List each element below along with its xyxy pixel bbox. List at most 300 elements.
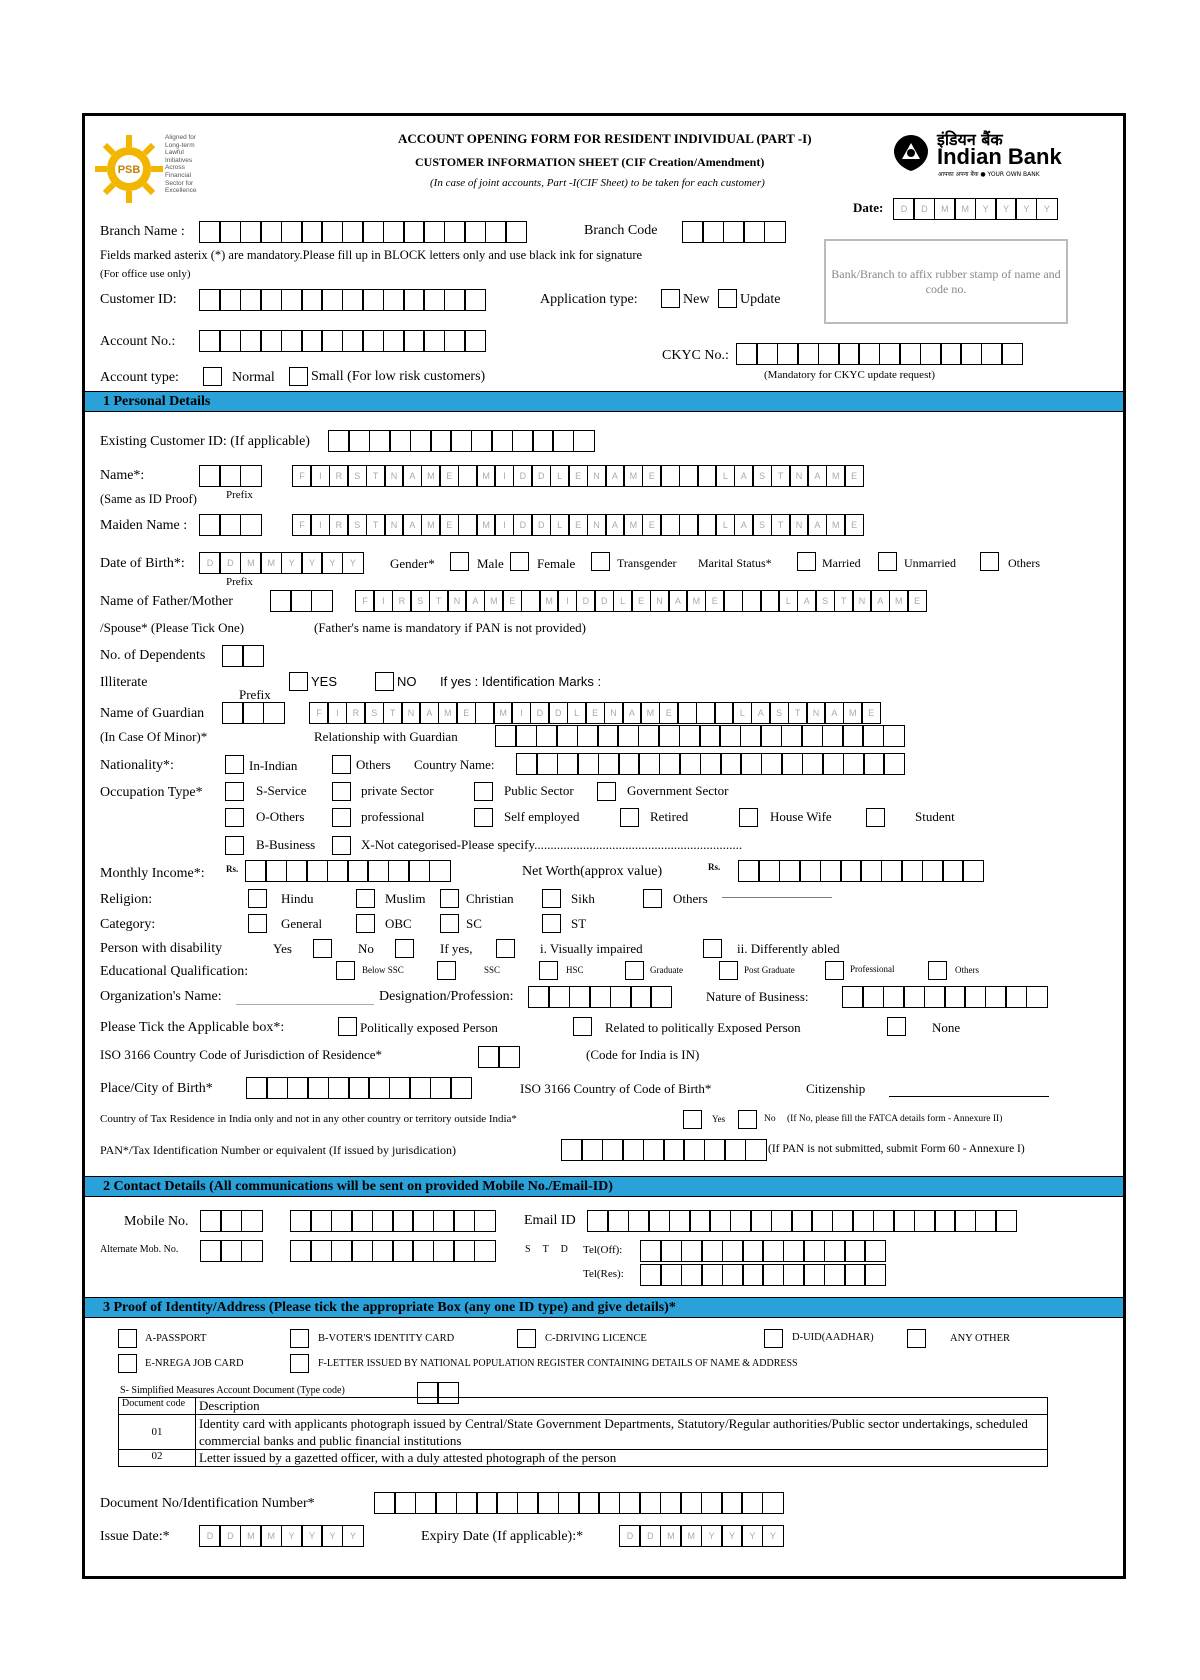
entry-box[interactable] <box>842 725 864 747</box>
entry-box[interactable] <box>367 860 389 882</box>
entry-box[interactable] <box>758 860 780 882</box>
hindu-checkbox[interactable] <box>248 889 267 908</box>
entry-box[interactable]: M <box>476 514 496 536</box>
entry-box[interactable] <box>643 1139 665 1161</box>
entry-box[interactable] <box>844 1264 866 1286</box>
entry-box[interactable] <box>680 1492 702 1514</box>
entry-box[interactable]: T <box>429 590 449 612</box>
entry-box[interactable] <box>331 1210 353 1232</box>
entry-box[interactable] <box>199 289 221 311</box>
entry-box[interactable] <box>618 753 640 775</box>
entry-box[interactable] <box>458 465 478 487</box>
entry-box[interactable] <box>474 1210 496 1232</box>
entry-box[interactable] <box>240 221 262 243</box>
entry-box[interactable] <box>290 1210 312 1232</box>
entry-box[interactable] <box>362 289 384 311</box>
entry-box[interactable]: S <box>752 465 772 487</box>
entry-box[interactable] <box>879 343 901 365</box>
entry-box[interactable] <box>842 986 864 1008</box>
entry-box[interactable] <box>589 986 611 1008</box>
entry-box[interactable] <box>677 702 697 724</box>
disability-yes-checkbox[interactable] <box>313 939 332 958</box>
occ-others-checkbox[interactable] <box>225 808 244 827</box>
entry-box[interactable] <box>610 986 632 1008</box>
sikh-checkbox[interactable] <box>542 889 561 908</box>
entry-box[interactable] <box>403 221 425 243</box>
entry-box[interactable]: A <box>870 590 890 612</box>
entry-box[interactable] <box>803 1240 825 1262</box>
entry-box[interactable] <box>679 725 701 747</box>
entry-box[interactable]: E <box>844 465 864 487</box>
entry-box[interactable] <box>701 1264 723 1286</box>
entry-box[interactable]: M <box>826 514 846 536</box>
entry-box[interactable] <box>242 702 264 724</box>
occ-self-employed-checkbox[interactable] <box>474 808 493 827</box>
entry-box[interactable]: T <box>366 514 386 536</box>
entry-box[interactable] <box>240 289 262 311</box>
entry-box[interactable] <box>536 753 558 775</box>
occ-business-checkbox[interactable] <box>225 836 244 855</box>
entry-box[interactable] <box>617 725 639 747</box>
entry-box[interactable] <box>783 1264 805 1286</box>
entry-box[interactable]: F <box>355 590 375 612</box>
entry-box[interactable] <box>577 725 599 747</box>
guardian-name-boxes[interactable] <box>309 702 880 724</box>
entry-box[interactable] <box>873 1210 895 1232</box>
entry-box[interactable]: E <box>907 590 927 612</box>
entry-box[interactable] <box>724 1139 746 1161</box>
entry-box[interactable]: M <box>539 590 559 612</box>
entry-box[interactable] <box>883 753 905 775</box>
entry-box[interactable]: T <box>366 465 386 487</box>
married-checkbox[interactable] <box>797 552 816 571</box>
entry-box[interactable] <box>388 860 410 882</box>
entry-box[interactable] <box>260 330 282 352</box>
entry-box[interactable]: E <box>439 465 459 487</box>
entry-box[interactable] <box>762 1492 784 1514</box>
entry-box[interactable]: M <box>680 1525 702 1547</box>
entry-box[interactable] <box>797 343 819 365</box>
entry-box[interactable] <box>362 221 384 243</box>
related-pep-checkbox[interactable] <box>573 1017 592 1036</box>
entry-box[interactable]: M <box>686 590 706 612</box>
marital-others-checkbox[interactable] <box>980 552 999 571</box>
entry-box[interactable] <box>220 1210 242 1232</box>
entry-box[interactable]: N <box>789 514 809 536</box>
entry-box[interactable] <box>453 1210 475 1232</box>
religion-others-checkbox[interactable] <box>643 889 662 908</box>
entry-box[interactable] <box>730 1210 752 1232</box>
entry-box[interactable] <box>843 753 865 775</box>
entry-box[interactable] <box>995 1210 1017 1232</box>
pep-checkbox[interactable] <box>338 1017 357 1036</box>
voter-id-checkbox[interactable] <box>290 1329 309 1348</box>
entry-box[interactable] <box>791 1210 813 1232</box>
entry-box[interactable] <box>701 1492 723 1514</box>
entry-box[interactable]: M <box>240 552 262 574</box>
name-boxes[interactable] <box>292 465 863 487</box>
entry-box[interactable] <box>199 330 221 352</box>
entry-box[interactable] <box>962 860 984 882</box>
entry-box[interactable]: R <box>329 465 349 487</box>
relationship-boxes[interactable] <box>495 725 903 747</box>
entry-box[interactable] <box>403 289 425 311</box>
customer-id-boxes[interactable] <box>199 289 485 311</box>
entry-box[interactable]: I <box>494 514 514 536</box>
entry-box[interactable] <box>742 1264 764 1286</box>
citizenship-line[interactable] <box>889 1096 1049 1097</box>
email-boxes[interactable] <box>587 1210 1016 1232</box>
entry-box[interactable]: D <box>531 514 551 536</box>
entry-box[interactable] <box>820 860 842 882</box>
entry-box[interactable] <box>803 1264 825 1286</box>
entry-box[interactable]: D <box>576 590 596 612</box>
entry-box[interactable] <box>818 343 840 365</box>
new-checkbox[interactable] <box>661 289 680 308</box>
ckyc-boxes[interactable] <box>736 343 1022 365</box>
entry-box[interactable]: S <box>347 514 367 536</box>
entry-box[interactable] <box>940 343 962 365</box>
entry-box[interactable] <box>532 430 554 452</box>
entry-box[interactable] <box>240 514 262 536</box>
entry-box[interactable] <box>383 289 405 311</box>
entry-box[interactable]: I <box>557 590 577 612</box>
entry-box[interactable]: A <box>402 514 422 536</box>
entry-box[interactable]: D <box>199 1525 221 1547</box>
entry-box[interactable] <box>450 1077 472 1099</box>
entry-box[interactable]: A <box>734 465 754 487</box>
nrega-checkbox[interactable] <box>118 1354 137 1373</box>
entry-box[interactable] <box>689 1210 711 1232</box>
entry-box[interactable]: T <box>383 702 403 724</box>
entry-box[interactable] <box>505 221 527 243</box>
entry-box[interactable] <box>681 1240 703 1262</box>
entry-box[interactable] <box>883 986 905 1008</box>
normal-checkbox[interactable] <box>203 367 222 386</box>
entry-box[interactable] <box>683 1139 705 1161</box>
entry-box[interactable] <box>301 289 323 311</box>
organization-line[interactable] <box>236 1004 374 1005</box>
entry-box[interactable] <box>240 330 262 352</box>
occ-housewife-checkbox[interactable] <box>739 808 758 827</box>
entry-box[interactable] <box>903 986 925 1008</box>
entry-box[interactable] <box>222 702 244 724</box>
entry-box[interactable] <box>433 1210 455 1232</box>
entry-box[interactable] <box>290 590 312 612</box>
tax-yes-checkbox[interactable] <box>683 1110 702 1129</box>
alt-mobile-code-boxes[interactable] <box>200 1240 261 1262</box>
passport-checkbox[interactable] <box>118 1329 137 1348</box>
entry-box[interactable]: E <box>631 590 651 612</box>
entry-box[interactable]: N <box>806 702 826 724</box>
disability-no-checkbox[interactable] <box>395 939 414 958</box>
entry-box[interactable] <box>862 986 884 1008</box>
entry-box[interactable] <box>750 1210 772 1232</box>
entry-box[interactable] <box>270 590 292 612</box>
graduate-checkbox[interactable] <box>625 961 644 980</box>
entry-box[interactable] <box>321 289 343 311</box>
entry-box[interactable] <box>598 1492 620 1514</box>
update-checkbox[interactable] <box>718 289 737 308</box>
branch-name-boxes[interactable] <box>199 221 526 243</box>
entry-box[interactable]: D <box>531 465 551 487</box>
entry-box[interactable] <box>619 1492 641 1514</box>
entry-box[interactable]: L <box>613 590 633 612</box>
entry-box[interactable] <box>557 753 579 775</box>
entry-box[interactable]: A <box>734 514 754 536</box>
entry-box[interactable]: M <box>421 514 441 536</box>
entry-box[interactable] <box>893 1210 915 1232</box>
occ-private-checkbox[interactable] <box>332 782 351 801</box>
general-checkbox[interactable] <box>248 914 267 933</box>
entry-box[interactable] <box>640 1264 662 1286</box>
entry-box[interactable] <box>287 1077 309 1099</box>
entry-box[interactable]: S <box>769 702 789 724</box>
entry-box[interactable] <box>537 1492 559 1514</box>
branch-code-boxes[interactable] <box>682 221 784 243</box>
entry-box[interactable] <box>328 430 350 452</box>
entry-box[interactable]: M <box>493 702 513 724</box>
entry-box[interactable] <box>548 986 570 1008</box>
entry-box[interactable]: E <box>568 465 588 487</box>
entry-box[interactable]: E <box>659 702 679 724</box>
entry-box[interactable] <box>864 1264 886 1286</box>
entry-box[interactable] <box>681 1264 703 1286</box>
entry-box[interactable] <box>630 986 652 1008</box>
occ-student-checkbox[interactable] <box>866 808 885 827</box>
obc-checkbox[interactable] <box>356 914 375 933</box>
entry-box[interactable] <box>607 1210 629 1232</box>
entry-box[interactable] <box>781 725 803 747</box>
entry-box[interactable] <box>558 1492 580 1514</box>
entry-box[interactable]: E <box>439 514 459 536</box>
entry-box[interactable] <box>412 1240 434 1262</box>
entry-box[interactable]: M <box>640 702 660 724</box>
unmarried-checkbox[interactable] <box>878 552 897 571</box>
entry-box[interactable] <box>722 1264 744 1286</box>
entry-box[interactable] <box>764 221 786 243</box>
account-no-boxes[interactable] <box>199 330 485 352</box>
entry-box[interactable] <box>351 1240 373 1262</box>
entry-box[interactable]: Y <box>701 1525 723 1547</box>
entry-box[interactable]: R <box>346 702 366 724</box>
entry-box[interactable]: L <box>550 465 570 487</box>
st-checkbox[interactable] <box>542 914 561 933</box>
entry-box[interactable]: A <box>807 465 827 487</box>
entry-box[interactable]: E <box>642 514 662 536</box>
entry-box[interactable] <box>408 860 430 882</box>
entry-box[interactable]: T <box>771 465 791 487</box>
entry-box[interactable]: D <box>513 465 533 487</box>
entry-box[interactable] <box>696 702 716 724</box>
entry-box[interactable] <box>720 753 742 775</box>
entry-box[interactable] <box>552 430 574 452</box>
entry-box[interactable] <box>960 343 982 365</box>
entry-box[interactable] <box>475 702 495 724</box>
entry-box[interactable]: R <box>392 590 412 612</box>
entry-box[interactable] <box>679 514 699 536</box>
any-other-checkbox[interactable] <box>907 1329 926 1348</box>
entry-box[interactable] <box>697 514 717 536</box>
entry-box[interactable] <box>832 1210 854 1232</box>
entry-box[interactable] <box>844 1240 866 1262</box>
entry-box[interactable] <box>756 343 778 365</box>
entry-box[interactable]: E <box>568 514 588 536</box>
entry-box[interactable]: M <box>843 702 863 724</box>
entry-box[interactable] <box>660 1492 682 1514</box>
entry-box[interactable]: A <box>402 465 422 487</box>
entry-box[interactable] <box>985 986 1007 1008</box>
entry-box[interactable] <box>412 1210 434 1232</box>
entry-box[interactable]: M <box>484 590 504 612</box>
entry-box[interactable] <box>723 221 745 243</box>
entry-box[interactable] <box>311 590 333 612</box>
entry-box[interactable] <box>924 986 946 1008</box>
entry-box[interactable] <box>1001 343 1023 365</box>
nature-business-boxes[interactable] <box>842 986 1046 1008</box>
entry-box[interactable] <box>310 1210 332 1232</box>
entry-box[interactable] <box>281 289 303 311</box>
entry-box[interactable] <box>822 725 844 747</box>
entry-box[interactable] <box>423 221 445 243</box>
entry-box[interactable] <box>783 1240 805 1262</box>
entry-box[interactable] <box>478 1046 500 1068</box>
entry-box[interactable] <box>762 1264 784 1286</box>
occ-retired-checkbox[interactable] <box>620 808 639 827</box>
entry-box[interactable] <box>801 725 823 747</box>
entry-box[interactable] <box>281 330 303 352</box>
entry-box[interactable]: Y <box>321 552 343 574</box>
entry-box[interactable] <box>1005 986 1027 1008</box>
entry-box[interactable] <box>476 1492 498 1514</box>
entry-box[interactable] <box>458 514 478 536</box>
tel-off-boxes[interactable] <box>640 1240 885 1262</box>
entry-box[interactable] <box>219 221 241 243</box>
entry-box[interactable]: A <box>605 514 625 536</box>
entry-box[interactable]: M <box>889 590 909 612</box>
entry-box[interactable] <box>663 1139 685 1161</box>
entry-box[interactable] <box>200 1210 222 1232</box>
entry-box[interactable] <box>658 725 680 747</box>
entry-box[interactable]: T <box>771 514 791 536</box>
document-no-boxes[interactable] <box>374 1492 782 1514</box>
entry-box[interactable] <box>701 1240 723 1262</box>
entry-box[interactable] <box>521 590 541 612</box>
entry-box[interactable] <box>351 1210 373 1232</box>
entry-box[interactable] <box>435 1492 457 1514</box>
entry-box[interactable]: M <box>421 465 441 487</box>
entry-box[interactable]: E <box>456 702 476 724</box>
entry-box[interactable] <box>347 860 369 882</box>
male-checkbox[interactable] <box>450 552 469 571</box>
entry-box[interactable] <box>802 753 824 775</box>
entry-box[interactable]: D <box>219 1525 241 1547</box>
entry-box[interactable]: M <box>260 552 282 574</box>
below-ssc-checkbox[interactable] <box>336 961 355 980</box>
entry-box[interactable]: D <box>513 514 533 536</box>
entry-box[interactable]: E <box>844 514 864 536</box>
entry-box[interactable] <box>777 343 799 365</box>
entry-box[interactable] <box>409 1077 431 1099</box>
entry-box[interactable] <box>474 1240 496 1262</box>
entry-box[interactable] <box>899 343 921 365</box>
entry-box[interactable]: Y <box>721 1525 743 1547</box>
entry-box[interactable] <box>881 860 903 882</box>
entry-box[interactable]: Y <box>762 1525 784 1547</box>
entry-box[interactable] <box>464 221 486 243</box>
entry-box[interactable] <box>577 753 599 775</box>
entry-box[interactable] <box>640 1240 662 1262</box>
entry-box[interactable]: A <box>622 702 642 724</box>
entry-box[interactable]: I <box>373 590 393 612</box>
entry-box[interactable] <box>840 860 862 882</box>
entry-box[interactable]: Y <box>321 1525 343 1547</box>
entry-box[interactable] <box>863 753 885 775</box>
entry-box[interactable] <box>290 1240 312 1262</box>
entry-box[interactable] <box>669 1210 691 1232</box>
entry-box[interactable]: F <box>309 702 329 724</box>
illiterate-no-checkbox[interactable] <box>375 672 394 691</box>
entry-box[interactable]: S <box>410 590 430 612</box>
entry-box[interactable]: M <box>476 465 496 487</box>
entry-box[interactable]: N <box>587 465 607 487</box>
entry-box[interactable] <box>914 1210 936 1232</box>
entry-box[interactable] <box>964 986 986 1008</box>
entry-box[interactable] <box>922 860 944 882</box>
entry-box[interactable] <box>638 753 660 775</box>
entry-box[interactable] <box>942 860 964 882</box>
entry-box[interactable] <box>286 860 308 882</box>
name-prefix-boxes[interactable] <box>199 465 260 487</box>
entry-box[interactable] <box>660 514 680 536</box>
maiden-name-boxes[interactable] <box>292 514 863 536</box>
entry-box[interactable] <box>822 753 844 775</box>
occ-public-checkbox[interactable] <box>474 782 493 801</box>
entry-box[interactable] <box>453 1240 475 1262</box>
entry-box[interactable] <box>242 645 264 667</box>
entry-box[interactable]: M <box>660 1525 682 1547</box>
entry-box[interactable] <box>219 330 241 352</box>
entry-box[interactable] <box>456 1492 478 1514</box>
entry-box[interactable] <box>241 1210 263 1232</box>
entry-box[interactable]: N <box>789 465 809 487</box>
entry-box[interactable] <box>423 289 445 311</box>
entry-box[interactable] <box>485 221 507 243</box>
entry-box[interactable]: N <box>604 702 624 724</box>
aadhar-checkbox[interactable] <box>764 1329 783 1348</box>
entry-box[interactable]: S <box>347 465 367 487</box>
entry-box[interactable] <box>220 1240 242 1262</box>
entry-box[interactable] <box>709 1210 731 1232</box>
entry-box[interactable]: A <box>807 514 827 536</box>
entry-box[interactable]: N <box>447 590 467 612</box>
entry-box[interactable] <box>799 860 821 882</box>
entry-box[interactable] <box>981 343 1003 365</box>
entry-box[interactable] <box>342 221 364 243</box>
entry-box[interactable]: N <box>650 590 670 612</box>
entry-box[interactable] <box>328 1077 350 1099</box>
country-name-boxes[interactable] <box>516 753 904 775</box>
entry-box[interactable] <box>348 1077 370 1099</box>
entry-box[interactable]: D <box>219 552 241 574</box>
entry-box[interactable] <box>301 221 323 243</box>
entry-box[interactable] <box>246 1077 268 1099</box>
entry-box[interactable]: M <box>260 1525 282 1547</box>
illiterate-yes-checkbox[interactable] <box>289 672 308 691</box>
father-name-boxes[interactable] <box>355 590 926 612</box>
entry-box[interactable] <box>742 1240 764 1262</box>
entry-box[interactable] <box>719 725 741 747</box>
